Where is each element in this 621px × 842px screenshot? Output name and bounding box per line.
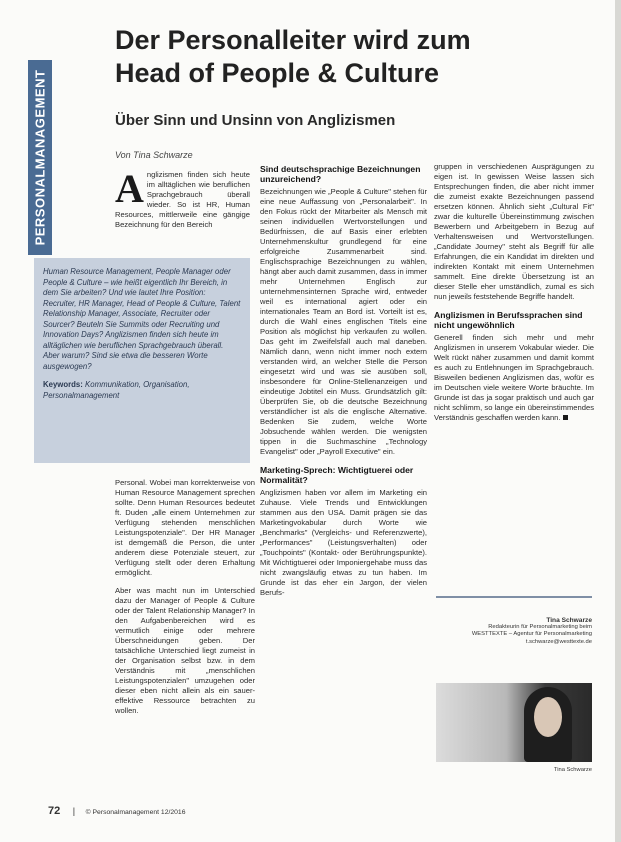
- teaser-box: [34, 258, 250, 463]
- keywords-text: Kommunikation, Organisation, Personalmanagement: [43, 380, 190, 400]
- end-mark-icon: [563, 415, 568, 420]
- author-name: Tina Schwarze: [546, 617, 592, 624]
- intro-text: nglizismen finden sich heute im alltäglichen wie beruflichen Sprachgebrauch überall wieder. So ist HR, Human Resources, mittlerweile eine gängige Bezeichnung für den Bereich: [115, 170, 250, 229]
- photo-face-shape: [534, 697, 562, 737]
- section-heading: Anglizismen in Berufssprachen sind nicht ungewöhnlich: [434, 310, 583, 330]
- page-footer: [48, 805, 185, 817]
- section-sidebar: [28, 60, 52, 255]
- column-1: [115, 478, 255, 724]
- paragraph: Bezeichnungen wie „People & Culture" stehen für eine neue Auffassung von „Personalarbeit". In den Fokus rückt der Mitarbeiter als Mensch mit seinen individuellen Wertvorstellungen und Bedürfnissen, die auf Basis einer erlebten Unternehmenskultur grundlegend für eine erfolgreiche Zusammenarbeit sind. Englischsprachige Bezeichnungen zu wählen, hängt aber auch damit zusammen, dass in immer mehr Unternehmen Englisch zur unternehmensinternen Sprache wird, entweder weil es international agiert oder ein internationales Team an Bord ist. Vorteilt ist es, durch die Wahl eines englischen Titels eine Position als möglichst hip verkaufen zu wollen. Das geht im Zweifelsfall auch mal daneben. Nämlich dann, wenn nicht immer noch extern verstanden wird, an welcher Stelle die Person eingesetzt wird und was sie ausüben soll, insbesondere für Online-Stellenanzeigen und eindeutige Jobtitel ein Muss. Grundsätzlich gilt: Überprüfen Sie, ob die deutsche Bezeichnung verständlicher ist als die englische Alternative. Bedenken Sie zudem, welche Worte Jobsuchende wählen werden. Die wenigsten tippen in die Suchmaschine „Technology Evangelist" oder „Payroll Executive" ein.: [260, 187, 427, 456]
- paragraph: Anglizismen haben vor allem im Marketing ein Zuhause. Viele Trends und Entwicklungen stammen aus den USA. Damit prägen sie das Marketingvokabular durch Worte wie „Benchmarks" (Vergleichs- und Referenzwerte), „Performances" (Leistungsverhalten) oder „Touchpoints" (Kontakt- oder Berührungspunkte). Mit Wichtigtuerei oder Imponiergehabe muss das nicht zwangsläufig etwas zu tun haben. Im Grunde ist das eher ein Jargon, der vielen Berufs-: [260, 488, 427, 597]
- section-heading: Sind deutschsprachige Bezeichnungen unzureichend?: [260, 164, 421, 184]
- author-divider: [436, 596, 592, 598]
- article-subtitle: Über Sinn und Unsinn von Anglizismen: [115, 112, 396, 129]
- column-2: [260, 162, 427, 606]
- column-3: [434, 162, 594, 431]
- photo-caption: Tina Schwarze: [553, 767, 592, 773]
- paragraph: gruppen in verschiedenen Ausprägungen zu eigen ist. In gewissen Weise lassen sich Entsprechungen finden, die aber nicht immer die zumeist exakte Bezeichnungen passend ersetzen können. Ähnlich sieht „Cultural Fit" zwar die kulturelle Übereinstimmung zwischen Bewerbern und Arbeitgebern in Bezug auf Verhaltensweisen und Wertvorstellungen. „Candidate Journey" steht als Begriff für alle Erfahrungen, die ein Kandidat im direkten und indirekten Kontakt mit einem Unternehmen sammelt. Eine direkte Übersetzung ist an dieser Stelle eher umständlich, zumal es sich nun jeweils feststehende Begriffe handelt.: [434, 162, 594, 301]
- teaser-text: Human Resource Management, People Manager oder People & Culture – wie heißt eigentlich Ihr Bereich, in dem Sie arbeiten? Und wie lautet Ihre Position: Recruiter, HR Manager, Head of People & Culture, Talent Relationship Manager, Associate, Recruiter oder Sourcer? Beuteln Sie Summits oder Recruiting und Innovation Days? Anglizismen finden sich heute im alltäglichen wie beruflichen Sprachgebrauch überall. Aber warum? Sind sie etwa die besseren Worte ausgewogen?: [43, 267, 241, 371]
- paragraph: Personal. Wobei man korrekterweise von Human Resource Management sprechen sollte. Denn Human Resources bedeutet ft. Duden „alle einem Unternehmen zur Verfügung stehenden menschlichen Leistungspotenziale". Der HR Manager ist demgemäß die Person, die unter anderem diese Potenziale steuert, zur Verfügung stellt oder deren Erhaltung ermöglicht.: [115, 478, 255, 577]
- section-label: PERSONALMANAGEMENT: [32, 69, 48, 246]
- keywords-line: [43, 380, 241, 401]
- author-company: WESTTEXTE – Agentur für Personalmarketing: [471, 631, 592, 638]
- author-email: t.schwarze@westtexte.de: [525, 638, 592, 645]
- author-role: Redakteurin für Personalmarketing beim: [488, 624, 592, 631]
- footer-source: © Personalmanagement 12/2016: [85, 809, 186, 816]
- author-photo: [436, 683, 592, 762]
- page-number: 72: [48, 805, 61, 817]
- section-heading: Marketing-Sprech: Wichtigtuerei oder Normalität?: [260, 465, 414, 485]
- paragraph-text: Generell finden sich mehr und mehr Anglizismen in unserem Vokabular wieder. Die Welt rückt näher zusammen und damit kommt es auch zu Entlehnungen im Sprachgebrauch. Bisweilen bedienen Anglizismen das, wofür es im Deutschen viele weitere Worte bräuchte. Im Grunde ist das ja sogar praktisch und auch gar nicht schlimm, so lange ein übereinstimmendes Verständnis geschaffen werden kann.: [434, 333, 594, 422]
- paragraph-final: [434, 333, 594, 423]
- footer-separator: |: [72, 806, 76, 816]
- author-line: Von Tina Schwarze: [115, 150, 193, 160]
- article-title: Der Personalleiter wird zum Head of People & Culture: [115, 25, 471, 88]
- paragraph: Aber was macht nun im Unterschied dazu der Manager of People & Culture oder der Talent Relationship Manager? In den Aufgabenbereichen wird es vermutlich einige oder mehrere Überschneidungen geben. Der tatsächliche Unterschied liegt zumeist in der Organisation selbst bzw. in dem Verständnis mit „menschlichen Leistungspotenzialen" umzugehen oder dieser eben nicht allein als ein sauer-effektive Ressource betrachten zu wollen.: [115, 586, 255, 715]
- keywords-label: Keywords:: [43, 380, 83, 389]
- page-edge-shadow: [615, 0, 621, 842]
- drop-cap: A: [115, 166, 144, 211]
- author-box: [436, 617, 592, 646]
- intro-column: [115, 166, 250, 230]
